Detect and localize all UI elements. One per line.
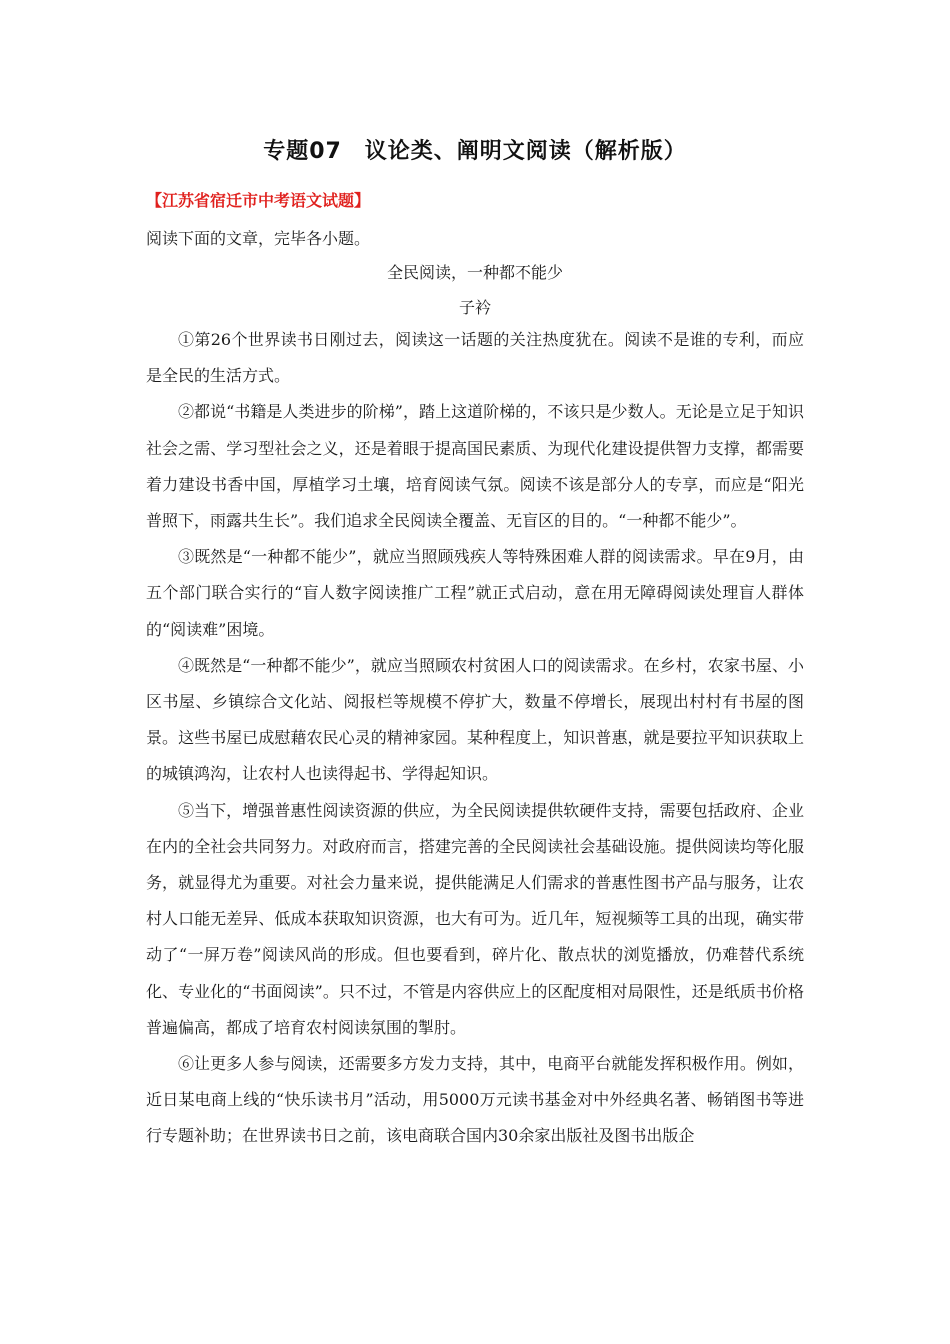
instruction-text: 阅读下面的文章，完毕各小题。 — [146, 229, 371, 248]
paragraph-2: ②都说“书籍是人类进步的阶梯”，踏上这道阶梯的，不该只是少数人。无论是立足于知识社会之需、学习型社会之义，还是着眼于提高国民素质、为现代化建设提供智力支撑，都需要着力建设书香中国，厚植学习土壤，培育阅读气氛。阅读不该是部分人的专享，而应是“阳光普照下，雨露共生长”。我们追求全民阅读全覆盖、无盲区的目的。“一种都不能少”。 — [146, 402, 804, 531]
paragraph-1: ①第26个世界读书日刚过去，阅读这一话题的关注热度犹在。阅读不是谁的专利，而应是全民的生活方式。 — [146, 330, 804, 386]
article-title: 全民阅读，一种都不能少 — [386, 263, 563, 282]
paragraph-4: ④既然是“一种都不能少”，就应当照顾农村贫困人口的阅读需求。在乡村，农家书屋、小区书屋、乡镇综合文化站、阅报栏等规模不停扩大，数量不停增长，展现出村村有书屋的图景。这些书屋已成慰藉农民心灵的精神家园。某种程度上，知识普惠，就是要拉平知识获取上的城镇鸿沟，让农村人也读得起书、学得起知识。 — [146, 655, 804, 784]
page-title: 专题07 议论类、阐明文阅读（解析版） — [263, 139, 687, 164]
article-body — [146, 322, 804, 1155]
paragraph-5: ⑤当下，增强普惠性阅读资源的供应，为全民阅读提供软硬件支持，需要包括政府、企业在内的全社会共同努力。对政府而言，搭建完善的全民阅读社会基础设施。提供阅读均等化服务，就显得尤为重要。对社会力量来说，提供能满足人们需求的普惠性图书产品与服务，让农村人口能无差异、低成本获取知识资源，也大有可为。近几年，短视频等工具的出现，确实带动了“一屏万卷”阅读风尚的形成。但也要看到，碎片化、散点状的浏览播放，仍难替代系统化、专业化的“书面阅读”。只不过，不管是内容供应上的区配度相对局限性，还是纸质书价格普遍偏高，都成了培育农村阅读氛围的掣肘。 — [146, 800, 804, 1037]
paragraph-3: ③既然是“一种都不能少”，就应当照顾残疾人等特殊困难人群的阅读需求。早在9月，由五个部门联合实行的“盲人数字阅读推广工程”就正式启动，意在用无障碍阅读处理盲人群体的“阅读难”困境。 — [146, 547, 804, 639]
source-label: 【江苏省宿迁市中考语文试题】 — [146, 191, 371, 210]
article-author: 子衿 — [458, 298, 491, 317]
paragraph-6: ⑥让更多人参与阅读，还需要多方发力支持，其中，电商平台就能发挥积极作用。例如，近日某电商上线的“快乐读书月”活动，用5000万元读书基金对中外经典名著、畅销图书等进行专题补助；在世界读书日之前，该电商联合国内30余家出版社及图书出版企 — [146, 1054, 804, 1146]
